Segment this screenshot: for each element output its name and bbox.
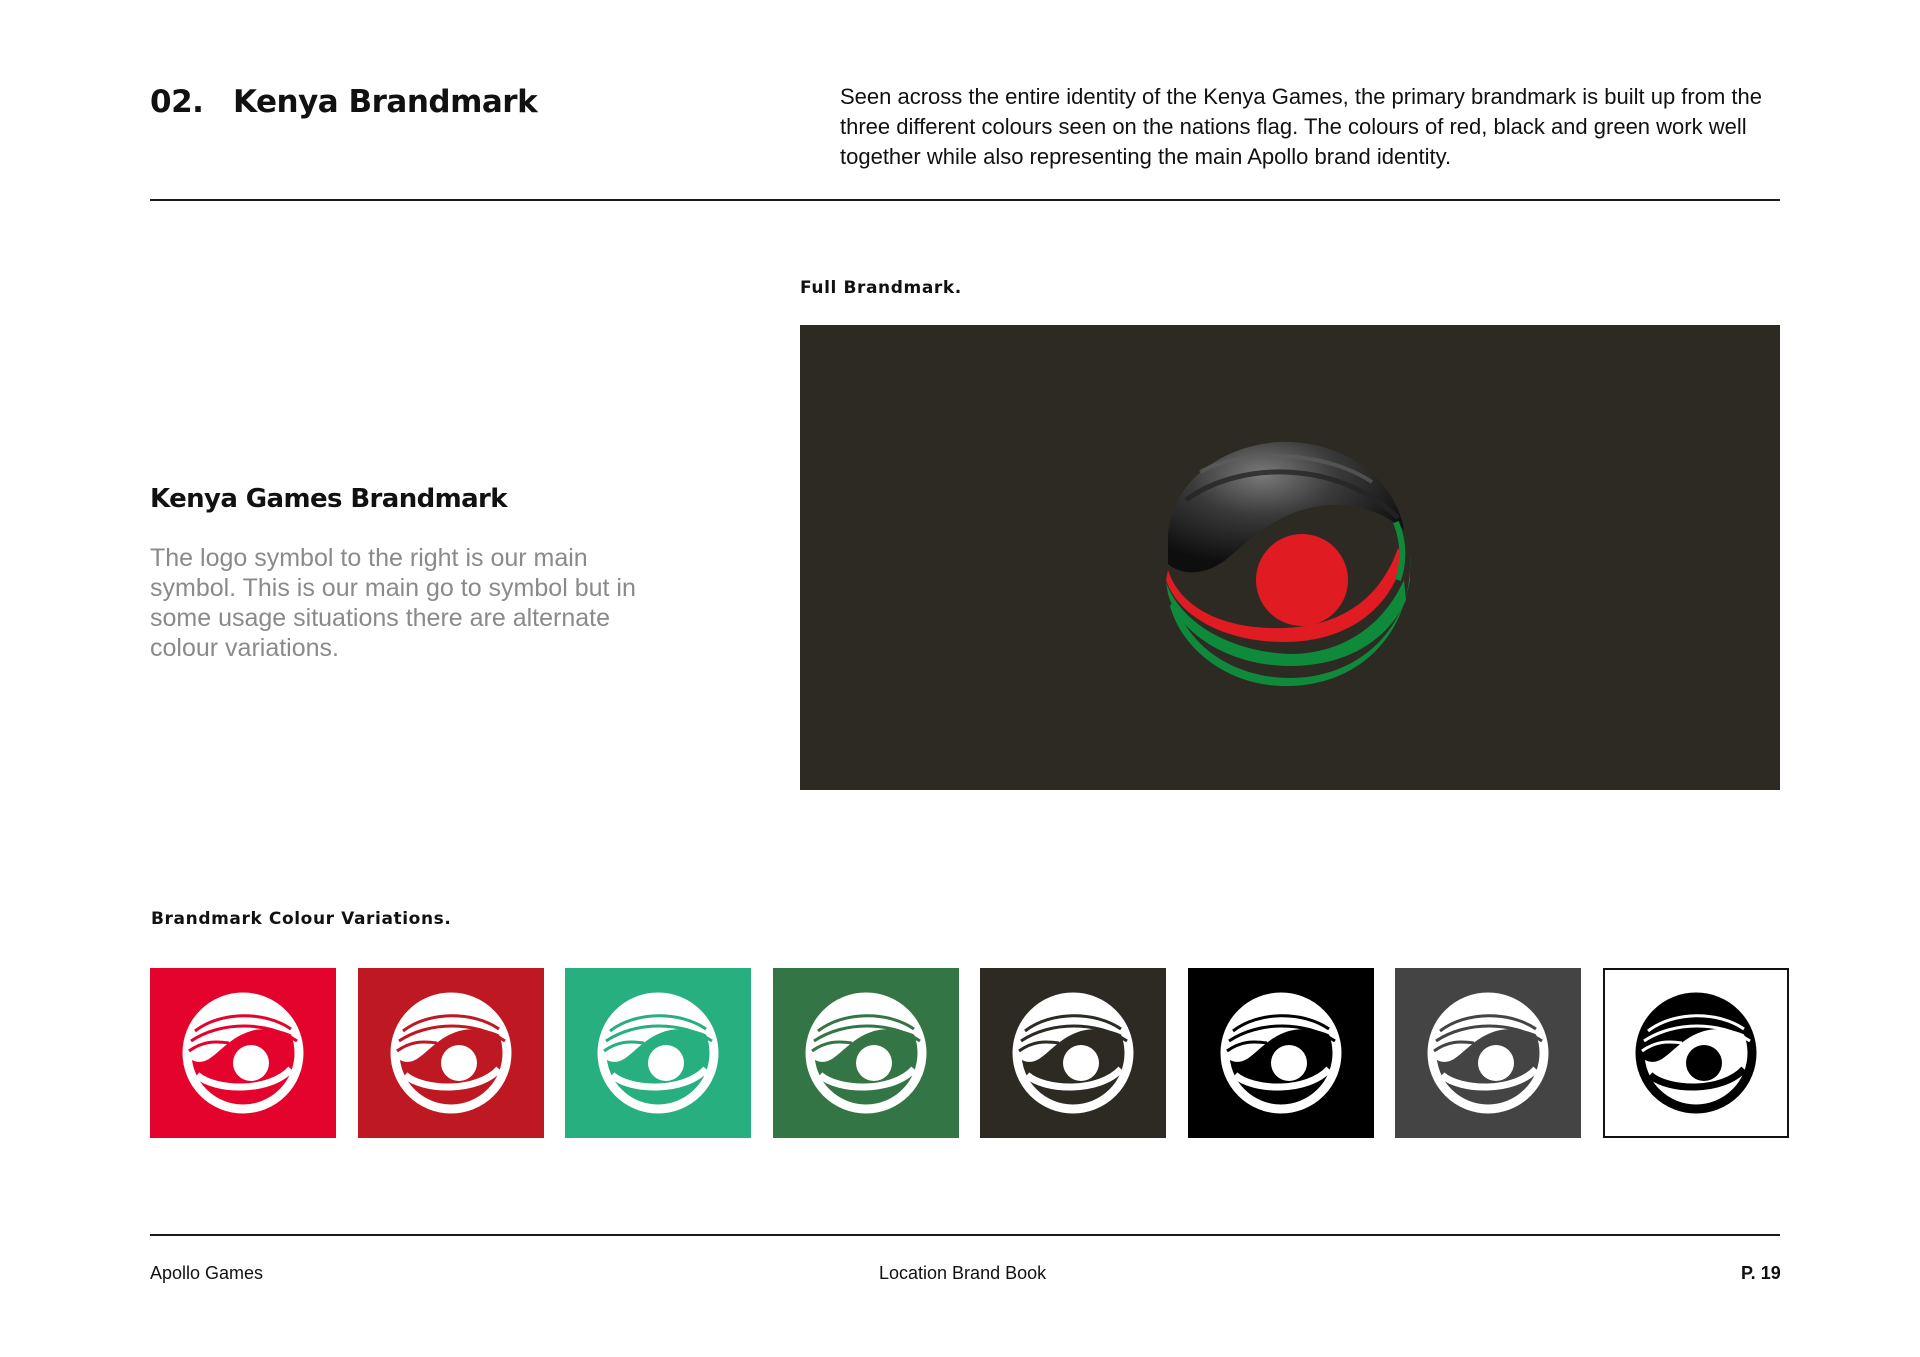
brandmark-mono-icon <box>1426 991 1550 1115</box>
variation-swatch <box>980 968 1166 1138</box>
brandmark-mono-icon <box>1634 991 1758 1115</box>
variation-swatch <box>358 968 544 1138</box>
brandmark-mono-icon <box>1011 991 1135 1115</box>
section-title: Kenya Brandmark <box>233 84 538 120</box>
page-number: P. 19 <box>1741 1263 1781 1283</box>
brandmark-red-sun <box>1256 534 1348 626</box>
variation-swatch <box>1395 968 1581 1138</box>
brandmark-mono-icon <box>596 991 720 1115</box>
brandmark-mono-icon <box>1219 991 1343 1115</box>
header-divider <box>150 199 1780 201</box>
footer-document-title: Location Brand Book <box>879 1263 1047 1283</box>
variation-swatch <box>150 968 336 1138</box>
feature-title: Kenya Games Brandmark <box>150 484 507 514</box>
brandmark-mono-icon <box>389 991 513 1115</box>
variation-swatch <box>773 968 959 1138</box>
kenya-brandmark-logo <box>1160 430 1420 690</box>
brandmark-mono-icon <box>181 991 305 1115</box>
brandmark-mono-icon <box>804 991 928 1115</box>
variation-swatch <box>1603 968 1789 1138</box>
variations-label: Brandmark Colour Variations. <box>151 909 452 929</box>
variation-swatch <box>1188 968 1374 1138</box>
intro-paragraph: Seen across the entire identity of the Kenya Games, the primary brandmark is built up from the three different colours seen on the nations flag. The colours of red, black and green work well together while also representing the main Apollo brand identity. <box>840 84 1763 169</box>
section-number: 02. <box>150 84 204 120</box>
footer-divider <box>150 1234 1780 1236</box>
footer-brand: Apollo Games <box>150 1263 264 1283</box>
full-brandmark-label: Full Brandmark. <box>800 278 962 298</box>
variation-swatch <box>565 968 751 1138</box>
feature-description: The logo symbol to the right is our main symbol. This is our main go to symbol but in some usage situations there are alternate colour variations. <box>150 544 636 662</box>
full-brandmark-panel <box>800 325 1780 790</box>
